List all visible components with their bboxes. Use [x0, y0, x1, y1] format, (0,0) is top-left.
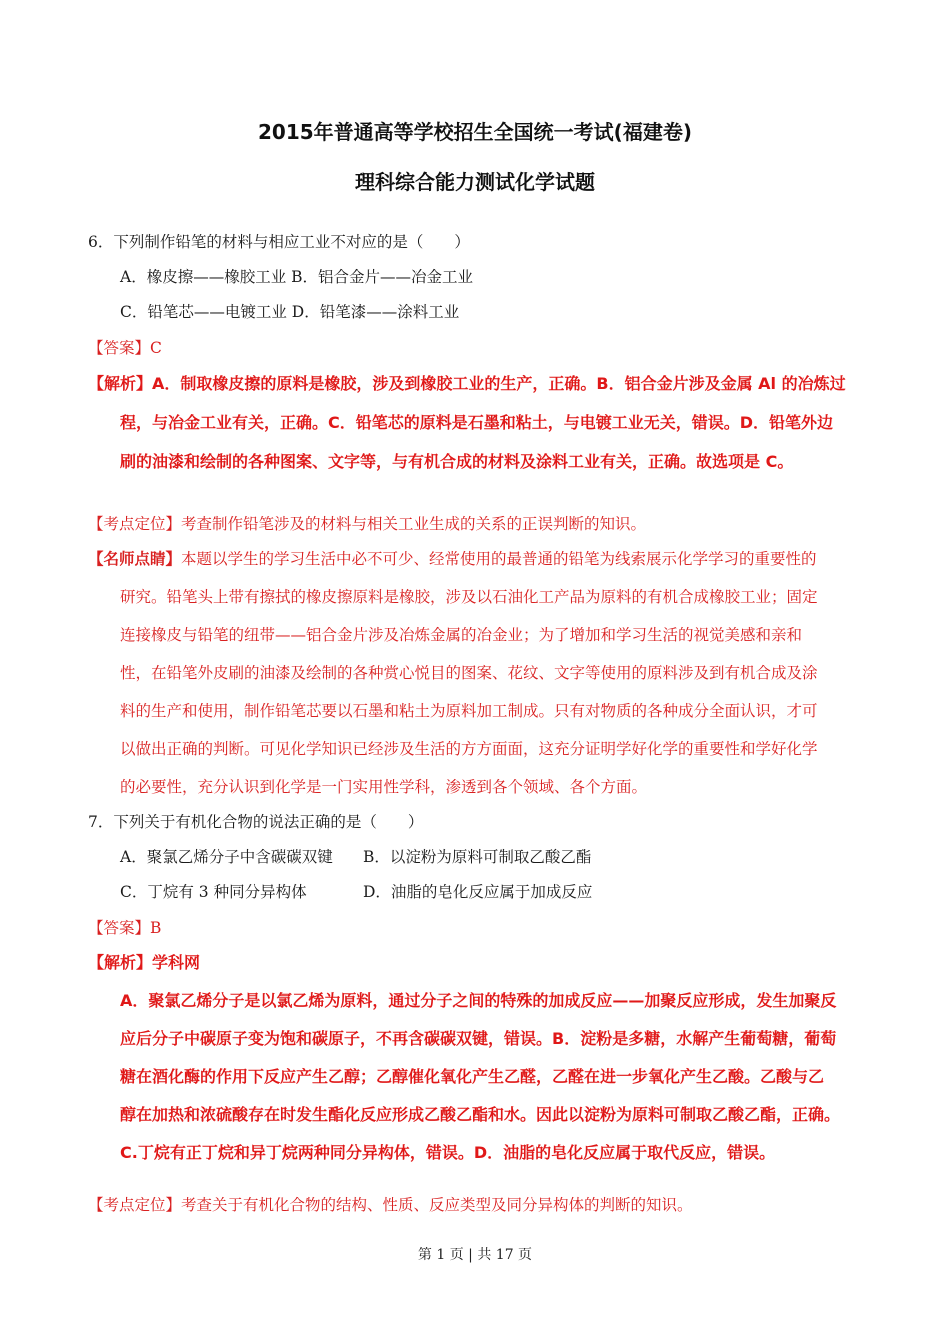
- page-title: 2015年普通高等学校招生全国统一考试(福建卷): [258, 120, 692, 144]
- q6-mingshi-line-2: 连接橡皮与铅笔的纽带——铝合金片涉及冶炼金属的冶金业；为了增加和学习生活的视觉美感和亲和: [120, 626, 803, 644]
- q6-mingshi-line-6: 的必要性，充分认识到化学是一门实用性学科，渗透到各个领域、各个方面。: [120, 778, 648, 796]
- q6-analysis-text-1: A．制取橡皮擦的原料是橡胶，涉及到橡胶工业的生产，正确。B．铝合金片涉及金属 Al 的冶炼过: [152, 374, 846, 393]
- q6-mingshi-line-1: 研究。铅笔头上带有擦拭的橡皮擦原料是橡胶，涉及以石油化工产品为原料的有机合成橡胶工业；固定: [120, 588, 818, 606]
- q7-analysis-text-5: C.丁烷有正丁烷和异丁烷两种同分异构体，错误。D．油脂的皂化反应属于取代反应，错误。: [120, 1143, 776, 1162]
- q6-stem: 6．下列制作铅笔的材料与相应工业不对应的是（ ）: [88, 233, 470, 251]
- q6-analysis-line-1: [88, 374, 846, 394]
- q6-kaodian: [88, 514, 646, 534]
- q7-analysis-source: 学科网: [152, 953, 201, 972]
- q7-kaodian: [88, 1195, 693, 1215]
- q6-mingshi: [88, 549, 817, 569]
- q6-options-ab: A．橡皮擦——橡胶工业 B．铝合金片——冶金工业: [120, 268, 474, 286]
- q7-option-c: C．丁烷有 3 种同分异构体: [120, 883, 307, 901]
- q6-analysis-text-3: 刷的油漆和绘制的各种图案、文字等，与有机合成的材料及涂料工业有关，正确。故选项是 C。: [120, 452, 794, 471]
- q6-mingshi-line-4: 料的生产和使用，制作铅笔芯要以石墨和粘土为原料加工制成。只有对物质的各种成分全面认识，才可: [120, 702, 818, 720]
- q7-answer-value: B: [150, 919, 162, 937]
- q6-mingshi-line-3: 性，在铅笔外皮刷的油漆及绘制的各种赏心悦目的图案、花纹、文字等使用的原料涉及到有机合成及涂: [120, 664, 818, 682]
- q6-analysis-tag: 【解析】: [88, 374, 153, 393]
- q6-kaodian-text: 考查制作铅笔涉及的材料与相关工业生成的关系的正误判断的知识。: [181, 515, 647, 533]
- q7-answer: [88, 918, 161, 938]
- q7-option-b: B．以淀粉为原料可制取乙酸乙酯: [363, 848, 592, 866]
- page-subtitle: 理科综合能力测试化学试题: [355, 170, 595, 194]
- q7-analysis-text-3: 糖在酒化酶的作用下反应产生乙醇；乙醇催化氧化产生乙醛，乙醛在进一步氧化产生乙酸。乙酸与乙: [120, 1067, 825, 1086]
- q7-analysis-text-1: A．聚氯乙烯分子是以氯乙烯为原料，通过分子之间的特殊的加成反应——加聚反应形成，发生加聚反: [120, 991, 837, 1010]
- q7-stem: 7．下列关于有机化合物的说法正确的是（ ）: [88, 813, 424, 831]
- q7-answer-tag: 【答案】: [88, 919, 151, 937]
- page-footer: 第 1 页 | 共 17 页: [417, 1247, 533, 1263]
- q6-mingshi-line-5: 以做出正确的判断。可见化学知识已经涉及生活的方方面面，这充分证明学好化学的重要性和学好化学: [120, 740, 818, 758]
- q6-mingshi-tag: 【名师点睛】: [88, 549, 182, 568]
- q7-analysis-text-2: 应后分子中碳原子变为饱和碳原子，不再含碳碳双键，错误。B．淀粉是多糖，水解产生葡萄糖，葡萄: [120, 1029, 837, 1048]
- q7-analysis-head: [88, 953, 200, 973]
- q6-analysis-text-2: 程，与冶金工业有关，正确。C．铅笔芯的原料是石墨和粘土，与电镀工业无关，错误。D．铅笔外边: [120, 413, 834, 432]
- q6-mingshi-first: 本题以学生的学习生活中必不可少、经常使用的最普通的铅笔为线索展示化学学习的重要性的: [181, 550, 817, 568]
- q7-option-a: A．聚氯乙烯分子中含碳碳双键: [120, 848, 333, 866]
- q7-option-d: D．油脂的皂化反应属于加成反应: [363, 883, 593, 901]
- q6-options-cd: C．铅笔芯——电镀工业 D．铅笔漆——涂料工业: [120, 303, 460, 321]
- q7-kaodian-tag: 【考点定位】: [88, 1196, 182, 1214]
- q7-analysis-text-4: 醇在加热和浓硫酸存在时发生酯化反应形成乙酸乙酯和水。因此以淀粉为原料可制取乙酸乙酯，正确。: [120, 1105, 841, 1124]
- q7-kaodian-text: 考查关于有机化合物的结构、性质、反应类型及同分异构体的判断的知识。: [181, 1196, 693, 1214]
- q6-answer: [88, 338, 162, 358]
- q7-analysis-tag: 【解析】: [88, 953, 153, 972]
- q6-kaodian-tag: 【考点定位】: [88, 515, 182, 533]
- q6-answer-value: C: [150, 339, 162, 357]
- q6-answer-tag: 【答案】: [88, 339, 151, 357]
